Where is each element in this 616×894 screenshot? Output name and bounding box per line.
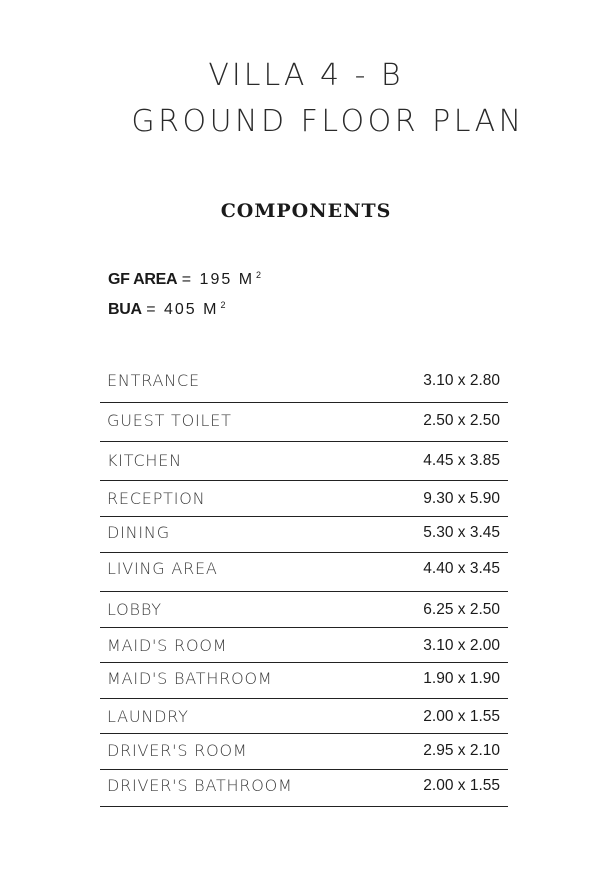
bua-area-unit-superscript: 2 bbox=[220, 300, 226, 310]
room-name: ENTRANCE bbox=[107, 371, 200, 390]
bua-area-line bbox=[108, 300, 226, 319]
room-name: DINING bbox=[107, 523, 170, 542]
table-row bbox=[100, 698, 508, 734]
room-dimensions: 4.40 x 3.45 bbox=[423, 560, 500, 577]
gf-area-label: GF AREA bbox=[108, 271, 178, 288]
table-row bbox=[100, 441, 508, 481]
room-dimensions: 2.95 x 2.10 bbox=[423, 742, 500, 759]
gf-area-line bbox=[108, 270, 261, 289]
room-dimensions: 3.10 x 2.00 bbox=[423, 637, 500, 654]
room-dimensions: 2.00 x 1.55 bbox=[423, 708, 500, 725]
table-row bbox=[100, 402, 508, 442]
table-row bbox=[100, 769, 508, 807]
table-row bbox=[100, 480, 508, 517]
room-name: GUEST TOILET bbox=[107, 411, 232, 430]
room-name: LAUNDRY bbox=[107, 707, 189, 726]
room-dimensions: 2.50 x 2.50 bbox=[423, 412, 500, 429]
room-dimensions: 5.30 x 3.45 bbox=[423, 524, 500, 541]
room-name: DRIVER'S BATHROOM bbox=[107, 776, 293, 795]
gf-area-value: = 195 M bbox=[181, 271, 255, 288]
room-name: LOBBY bbox=[107, 600, 162, 619]
bua-area-value: = 405 M bbox=[146, 301, 219, 318]
room-name: KITCHEN bbox=[107, 451, 182, 470]
table-row bbox=[100, 733, 508, 770]
room-name: MAID'S ROOM bbox=[107, 636, 228, 655]
page-title-floor-plan: GROUND FLOOR PLAN bbox=[131, 104, 525, 139]
room-dimensions: 1.90 x 1.90 bbox=[423, 670, 500, 687]
room-dimensions: 4.45 x 3.85 bbox=[423, 452, 500, 469]
room-name: RECEPTION bbox=[107, 489, 206, 508]
room-dimensions: 9.30 x 5.90 bbox=[423, 490, 500, 507]
table-row bbox=[100, 627, 508, 663]
room-name: LIVING AREA bbox=[107, 559, 218, 578]
table-row bbox=[100, 362, 508, 403]
room-dimensions: 6.25 x 2.50 bbox=[423, 601, 500, 618]
table-row bbox=[100, 516, 508, 553]
room-name: MAID'S BATHROOM bbox=[107, 669, 273, 688]
table-row bbox=[100, 591, 508, 628]
bua-area-label: BUA bbox=[108, 301, 142, 318]
table-row bbox=[100, 662, 508, 699]
table-row bbox=[100, 552, 508, 592]
room-dimensions: 3.10 x 2.80 bbox=[423, 372, 500, 389]
room-name: DRIVER'S ROOM bbox=[107, 741, 248, 760]
page-title-villa: VILLA 4 - B bbox=[208, 58, 404, 93]
gf-area-unit-superscript: 2 bbox=[256, 270, 262, 280]
components-heading: COMPONENTS bbox=[220, 200, 392, 222]
room-dimensions: 2.00 x 1.55 bbox=[423, 777, 500, 794]
